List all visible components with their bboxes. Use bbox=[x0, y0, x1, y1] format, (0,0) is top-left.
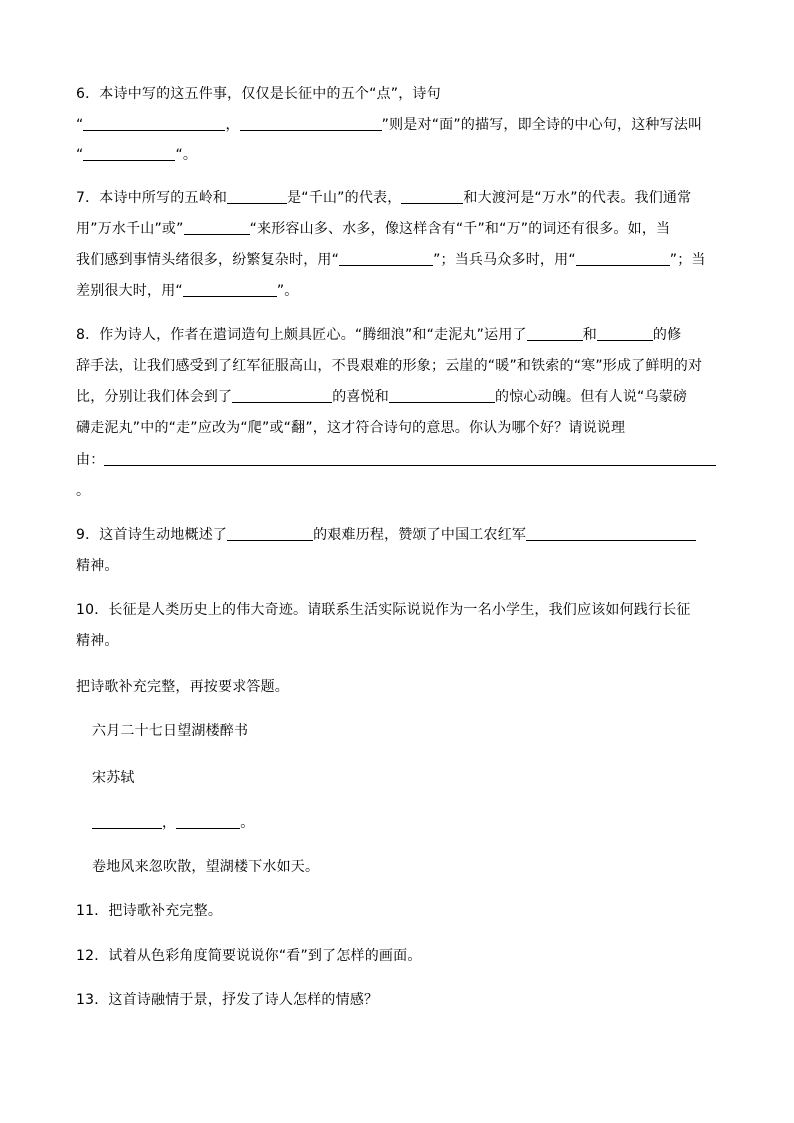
instruction-text: 把诗歌补充完整，再按要求答题。 bbox=[76, 679, 289, 695]
q10-line-1 bbox=[76, 600, 691, 620]
q9-blank-1[interactable] bbox=[227, 526, 313, 541]
poem-title bbox=[92, 721, 248, 741]
q8-text-3: 的修 bbox=[652, 327, 682, 343]
q7-text-2: 是“千山”的代表， bbox=[287, 190, 402, 206]
q7-blank-3[interactable] bbox=[184, 220, 250, 235]
q12-text: 12．试着从色彩角度简要说说你“看”到了怎样的画面。 bbox=[76, 948, 422, 964]
q7-blank-2[interactable] bbox=[401, 189, 463, 204]
q6-text: 6．本诗中写的这五件事，仅仅是长征中的五个“点”，诗句 bbox=[76, 86, 441, 102]
q9-text-2: 的艰难历程，赞颂了中国工农红军 bbox=[313, 527, 527, 543]
q7-text-3: 和大渡河是“万水”的代表。我们通常 bbox=[463, 190, 692, 206]
q9-line-1 bbox=[76, 525, 696, 545]
q8-period: 。 bbox=[76, 483, 91, 499]
q8-text-4: 辞手法，让我们感受到了红军征服高山，不畏艰难的形象；云崖的“暖”和铁索的“寒”形成了鲜明的对 bbox=[76, 358, 703, 374]
q6-text-2: ”则是对“面”的描写，即全诗的中心句，这种写法叫 bbox=[381, 117, 703, 133]
q10-text-2: 精神。 bbox=[76, 633, 119, 649]
poem-title-text: 六月二十七日望湖楼醉书 bbox=[92, 723, 249, 739]
section-instruction bbox=[76, 677, 289, 697]
q6-line-1 bbox=[76, 84, 441, 104]
q7-text-5: “来形容山多、水多，像这样含有“千”和“万”的词还有很多。如，当 bbox=[249, 221, 671, 237]
q6-quote-open: “ bbox=[76, 117, 84, 133]
q7-blank-6[interactable] bbox=[183, 282, 277, 297]
q6-comma: ， bbox=[225, 117, 240, 133]
q8-blank-2[interactable] bbox=[597, 326, 653, 341]
q7-line-2 bbox=[76, 219, 670, 239]
q8-line-5 bbox=[76, 450, 716, 470]
q8-line-6 bbox=[76, 481, 90, 501]
q8-text-7: 的惊心动魄。但有人说“乌蒙磅 bbox=[495, 389, 688, 405]
q9-blank-2[interactable] bbox=[526, 526, 696, 541]
q9-line-2 bbox=[76, 556, 119, 576]
q8-blank-3[interactable] bbox=[232, 388, 332, 403]
poem-author-text: 宋苏轼 bbox=[92, 770, 135, 786]
q9-text-1: 9．这首诗生动地概述了 bbox=[76, 527, 228, 543]
poem-author bbox=[92, 768, 135, 788]
q10-text-1: 10．长征是人类历史上的伟大奇迹。请联系生活实际说说作为一名小学生，我们应该如何践行长征 bbox=[76, 602, 691, 618]
q6-line-2 bbox=[76, 115, 702, 135]
q6-blank-2[interactable] bbox=[240, 116, 382, 131]
poem-blank-1[interactable] bbox=[92, 814, 162, 829]
q7-text-7: ”；当兵马众多时，用“ bbox=[433, 252, 576, 268]
q7-text-8: ”；当 bbox=[669, 252, 706, 268]
q13-text: 13．这首诗融情于景，抒发了诗人怎样的情感？ bbox=[76, 992, 379, 1008]
q6-quote-open-2: “ bbox=[76, 147, 84, 163]
q7-text-9: 差别很大时，用“ bbox=[76, 283, 183, 299]
q7-text-4: 用”万水千山”或” bbox=[76, 221, 184, 237]
q8-line-3 bbox=[76, 387, 687, 407]
q8-text-6: 的喜悦和 bbox=[332, 389, 390, 405]
q8-line-1 bbox=[76, 325, 681, 345]
poem-line-2-text: 卷地风来忽吹散，望湖楼下水如天。 bbox=[92, 859, 320, 875]
q7-line-4 bbox=[76, 281, 299, 301]
q11 bbox=[76, 901, 222, 921]
q7-blank-4[interactable] bbox=[339, 251, 433, 266]
q13 bbox=[76, 990, 378, 1010]
q7-blank-1[interactable] bbox=[227, 189, 287, 204]
q8-line-2 bbox=[76, 356, 702, 376]
q8-text-9: 由： bbox=[76, 452, 105, 468]
q12 bbox=[76, 946, 422, 966]
q8-text-2: 和 bbox=[582, 327, 597, 343]
q7-line-1 bbox=[76, 188, 691, 208]
q7-line-3 bbox=[76, 250, 706, 270]
q6-quote-close: “。 bbox=[175, 147, 198, 163]
q8-text-5: 比，分别让我们体会到了 bbox=[76, 389, 233, 405]
q9-text-3: 精神。 bbox=[76, 558, 119, 574]
q7-blank-5[interactable] bbox=[576, 251, 670, 266]
q6-line-3 bbox=[76, 145, 197, 165]
q7-text-1: 7．本诗中所写的五岭和 bbox=[76, 190, 228, 206]
q11-text: 11．把诗歌补充完整。 bbox=[76, 903, 223, 919]
poem-line-1 bbox=[92, 813, 254, 833]
poem-comma: ， bbox=[162, 815, 177, 831]
q8-blank-4[interactable] bbox=[389, 388, 495, 403]
q7-text-10: ”。 bbox=[276, 283, 299, 299]
q8-text-1: 8．作为诗人，作者在遣词造句上颇具匠心。“腾细浪”和“走泥丸”运用了 bbox=[76, 327, 527, 343]
poem-line-2 bbox=[92, 857, 319, 877]
q8-blank-1[interactable] bbox=[527, 326, 583, 341]
q8-answer-blank[interactable] bbox=[104, 451, 716, 466]
q6-blank-3[interactable] bbox=[83, 146, 175, 161]
q8-line-4 bbox=[76, 418, 625, 438]
q8-text-8: 礴走泥丸”中的“走”应改为“爬”或“翻”，这才符合诗句的意思。你认为哪个好？请说说理 bbox=[76, 420, 626, 436]
q7-text-6: 我们感到事情头绪很多，纷繁复杂时，用“ bbox=[76, 252, 340, 268]
q10-line-2 bbox=[76, 631, 119, 651]
poem-blank-2[interactable] bbox=[176, 814, 240, 829]
poem-period: 。 bbox=[240, 815, 255, 831]
q6-blank-1[interactable] bbox=[83, 116, 225, 131]
